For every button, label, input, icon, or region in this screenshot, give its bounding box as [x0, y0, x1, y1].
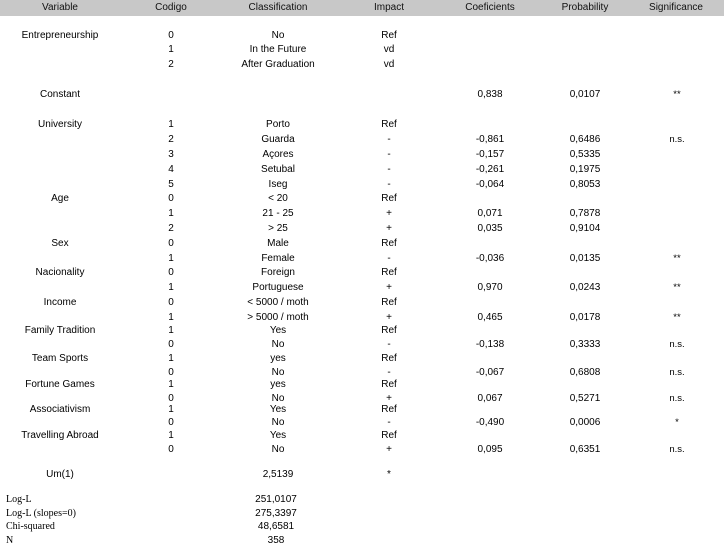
- header-impact: Impact: [373, 2, 405, 13]
- table-row: [0, 469, 724, 484]
- header-coeficients: Coeficients: [465, 2, 515, 13]
- cell-code: 2: [168, 59, 174, 70]
- cell-code: 2: [168, 134, 174, 145]
- cell-coeficient: -0,157: [475, 149, 505, 160]
- cell-variable: Fortune Games: [25, 379, 95, 390]
- cell-impact: +: [386, 223, 392, 234]
- cell-code: 1: [168, 325, 174, 336]
- stat-value: 251,0107: [255, 494, 297, 505]
- cell-significance: n.s.: [669, 134, 685, 145]
- cell-impact: +: [386, 444, 392, 455]
- table-row: [0, 267, 724, 282]
- cell-code: 0: [168, 30, 174, 41]
- cell-classification: Male: [267, 238, 289, 249]
- cell-probability: 0,0243: [569, 282, 601, 293]
- table-row: [0, 430, 724, 445]
- cell-impact: Ref: [381, 267, 397, 278]
- cell-code: 3: [168, 149, 174, 160]
- cell-impact: -: [387, 417, 391, 428]
- cell-code: 4: [168, 164, 174, 175]
- cell-significance: n.s.: [669, 339, 685, 350]
- table-row: [0, 119, 724, 134]
- stat-row: [0, 535, 724, 548]
- cell-significance: *: [675, 417, 679, 428]
- cell-code: 1: [168, 119, 174, 130]
- cell-variable: Travelling Abroad: [21, 430, 99, 441]
- cell-coeficient: -0,067: [475, 367, 505, 378]
- cell-impact: Ref: [381, 404, 397, 415]
- cell-coeficient: -0,138: [475, 339, 505, 350]
- cell-code: 1: [168, 253, 174, 264]
- cell-impact: +: [386, 393, 392, 404]
- cell-classification: > 25: [268, 223, 288, 234]
- cell-classification: Female: [261, 253, 295, 264]
- table-row: [0, 379, 724, 394]
- stat-label: Log-L (slopes=0): [6, 508, 76, 519]
- cell-significance: **: [673, 312, 681, 323]
- header-variable: Variable: [42, 2, 78, 13]
- table-row: [0, 353, 724, 368]
- cell-classification: No: [271, 339, 285, 350]
- stat-value: 48,6581: [257, 521, 295, 532]
- cell-coeficient: -0,490: [475, 417, 505, 428]
- cell-probability: 0,1975: [569, 164, 601, 175]
- table-row: [0, 282, 724, 297]
- cell-code: 0: [168, 393, 174, 404]
- cell-probability: 0,9104: [569, 223, 601, 234]
- cell-classification: No: [271, 444, 285, 455]
- table-row: [0, 297, 724, 312]
- cell-impact: Ref: [381, 297, 397, 308]
- cell-classification: yes: [270, 379, 286, 390]
- cell-variable: Constant: [39, 89, 81, 100]
- table-row: [0, 179, 724, 194]
- cell-code: 0: [168, 417, 174, 428]
- cell-coeficient: -0,064: [475, 179, 505, 190]
- cell-significance: n.s.: [669, 367, 685, 378]
- cell-impact: Ref: [381, 430, 397, 441]
- table-row: [0, 339, 724, 354]
- cell-coeficient: 0,095: [477, 444, 503, 455]
- cell-variable: Nacionality: [35, 267, 85, 278]
- table-row: [0, 325, 724, 340]
- table-row: [0, 89, 724, 104]
- cell-probability: 0,0006: [569, 417, 601, 428]
- cell-impact: -: [387, 179, 391, 190]
- cell-classification: yes: [270, 353, 286, 364]
- cell-classification: < 5000 / moth: [247, 297, 309, 308]
- cell-impact: -: [387, 149, 391, 160]
- table-row: [0, 223, 724, 238]
- cell-variable: University: [38, 119, 82, 130]
- cell-probability: 0,3333: [569, 339, 601, 350]
- cell-impact: -: [387, 164, 391, 175]
- cell-classification: No: [271, 417, 285, 428]
- cell-coeficient: 0,838: [477, 89, 503, 100]
- cell-impact: +: [386, 312, 392, 323]
- cell-impact: Ref: [381, 119, 397, 130]
- cell-variable: Income: [43, 297, 77, 308]
- cell-code: 0: [168, 297, 174, 308]
- cell-coeficient: -0,861: [475, 134, 505, 145]
- table-row: [0, 164, 724, 179]
- cell-code: 1: [168, 430, 174, 441]
- cell-significance: **: [673, 253, 681, 264]
- cell-code: 0: [168, 367, 174, 378]
- cell-impact: vd: [383, 44, 395, 55]
- cell-coeficient: 0,035: [477, 223, 503, 234]
- table-row: [0, 30, 724, 45]
- cell-probability: 0,5335: [569, 149, 601, 160]
- cell-classification: No: [271, 393, 285, 404]
- cell-probability: 0,8053: [569, 179, 601, 190]
- stat-row: [0, 508, 724, 521]
- cell-variable: Family Tradition: [24, 325, 96, 336]
- table-row: [0, 59, 724, 74]
- cell-code: 1: [168, 282, 174, 293]
- cell-code: 5: [168, 179, 174, 190]
- header-codigo: Codigo: [155, 2, 187, 13]
- cell-code: 0: [168, 238, 174, 249]
- cell-impact: +: [386, 282, 392, 293]
- cell-impact: Ref: [381, 30, 397, 41]
- cell-impact: vd: [383, 59, 395, 70]
- table-row: [0, 193, 724, 208]
- cell-classification: Setubal: [261, 164, 295, 175]
- stat-value: 275,3397: [255, 508, 297, 519]
- cell-impact: Ref: [381, 238, 397, 249]
- cell-impact: +: [386, 208, 392, 219]
- cell-variable: Entrepreneurship: [21, 30, 99, 41]
- cell-variable: Team Sports: [31, 353, 89, 364]
- stat-value: 358: [267, 535, 285, 546]
- cell-coeficient: -0,261: [475, 164, 505, 175]
- cell-impact: Ref: [381, 353, 397, 364]
- header-significance: Significance: [649, 2, 703, 13]
- cell-coeficient: -0,036: [475, 253, 505, 264]
- cell-code: 1: [168, 312, 174, 323]
- cell-code: 2: [168, 223, 174, 234]
- cell-significance: n.s.: [669, 393, 685, 404]
- cell-code: 1: [168, 208, 174, 219]
- cell-classification: > 5000 / moth: [247, 312, 309, 323]
- cell-probability: 0,6486: [569, 134, 601, 145]
- cell-probability: 0,0178: [569, 312, 601, 323]
- cell-variable: Sex: [51, 238, 69, 249]
- cell-code: 1: [168, 353, 174, 364]
- cell-impact: -: [387, 134, 391, 145]
- cell-code: 1: [168, 44, 174, 55]
- table-header: [0, 0, 724, 16]
- cell-significance: **: [673, 282, 681, 293]
- cell-classification: No: [271, 367, 285, 378]
- cell-coeficient: 0,071: [477, 208, 503, 219]
- cell-classification: < 20: [268, 193, 288, 204]
- stat-label: Chi-squared: [6, 521, 55, 532]
- table-row: [0, 238, 724, 253]
- cell-classification: 2,5139: [262, 469, 294, 480]
- cell-classification: Guarda: [261, 134, 295, 145]
- cell-impact: Ref: [381, 379, 397, 390]
- cell-significance: n.s.: [669, 444, 685, 455]
- table-row: [0, 208, 724, 223]
- cell-classification: Yes: [269, 404, 287, 415]
- cell-impact: Ref: [381, 193, 397, 204]
- stat-row: [0, 494, 724, 507]
- header-probability: Probability: [561, 2, 609, 13]
- cell-classification: 21 - 25: [262, 208, 294, 219]
- cell-variable: Um(1): [46, 469, 74, 480]
- cell-classification: Portuguese: [252, 282, 304, 293]
- cell-impact: *: [387, 469, 391, 480]
- cell-classification: Porto: [266, 119, 290, 130]
- cell-impact: -: [387, 367, 391, 378]
- cell-coeficient: 0,465: [477, 312, 503, 323]
- stat-row: [0, 521, 724, 534]
- table-row: [0, 149, 724, 164]
- cell-code: 1: [168, 379, 174, 390]
- cell-code: 0: [168, 267, 174, 278]
- cell-classification: Yes: [269, 430, 287, 441]
- table-row: [0, 44, 724, 59]
- cell-code: 0: [168, 444, 174, 455]
- cell-classification: Iseg: [268, 179, 288, 190]
- cell-probability: 0,0107: [569, 89, 601, 100]
- cell-variable: Age: [51, 193, 69, 204]
- cell-code: 1: [168, 404, 174, 415]
- cell-probability: 0,6351: [569, 444, 601, 455]
- cell-classification: After Graduation: [241, 59, 315, 70]
- header-classification: Classification: [248, 2, 308, 13]
- cell-probability: 0,5271: [569, 393, 601, 404]
- cell-coeficient: 0,067: [477, 393, 503, 404]
- cell-classification: Foreign: [261, 267, 295, 278]
- cell-coeficient: 0,970: [477, 282, 503, 293]
- cell-impact: -: [387, 339, 391, 350]
- cell-probability: 0,6808: [569, 367, 601, 378]
- cell-classification: In the Future: [249, 44, 307, 55]
- cell-code: 0: [168, 193, 174, 204]
- cell-variable: Associativism: [29, 404, 91, 415]
- stat-label: Log-L: [6, 494, 32, 505]
- cell-classification: Yes: [269, 325, 287, 336]
- cell-probability: 0,7878: [569, 208, 601, 219]
- cell-classification: Açores: [262, 149, 294, 160]
- table-row: [0, 253, 724, 268]
- table-row: [0, 134, 724, 149]
- stat-label: N: [6, 535, 14, 546]
- cell-code: 0: [168, 339, 174, 350]
- cell-significance: **: [673, 89, 681, 100]
- table-row: [0, 444, 724, 459]
- cell-impact: Ref: [381, 325, 397, 336]
- cell-classification: No: [271, 30, 285, 41]
- cell-probability: 0,0135: [569, 253, 601, 264]
- cell-impact: -: [387, 253, 391, 264]
